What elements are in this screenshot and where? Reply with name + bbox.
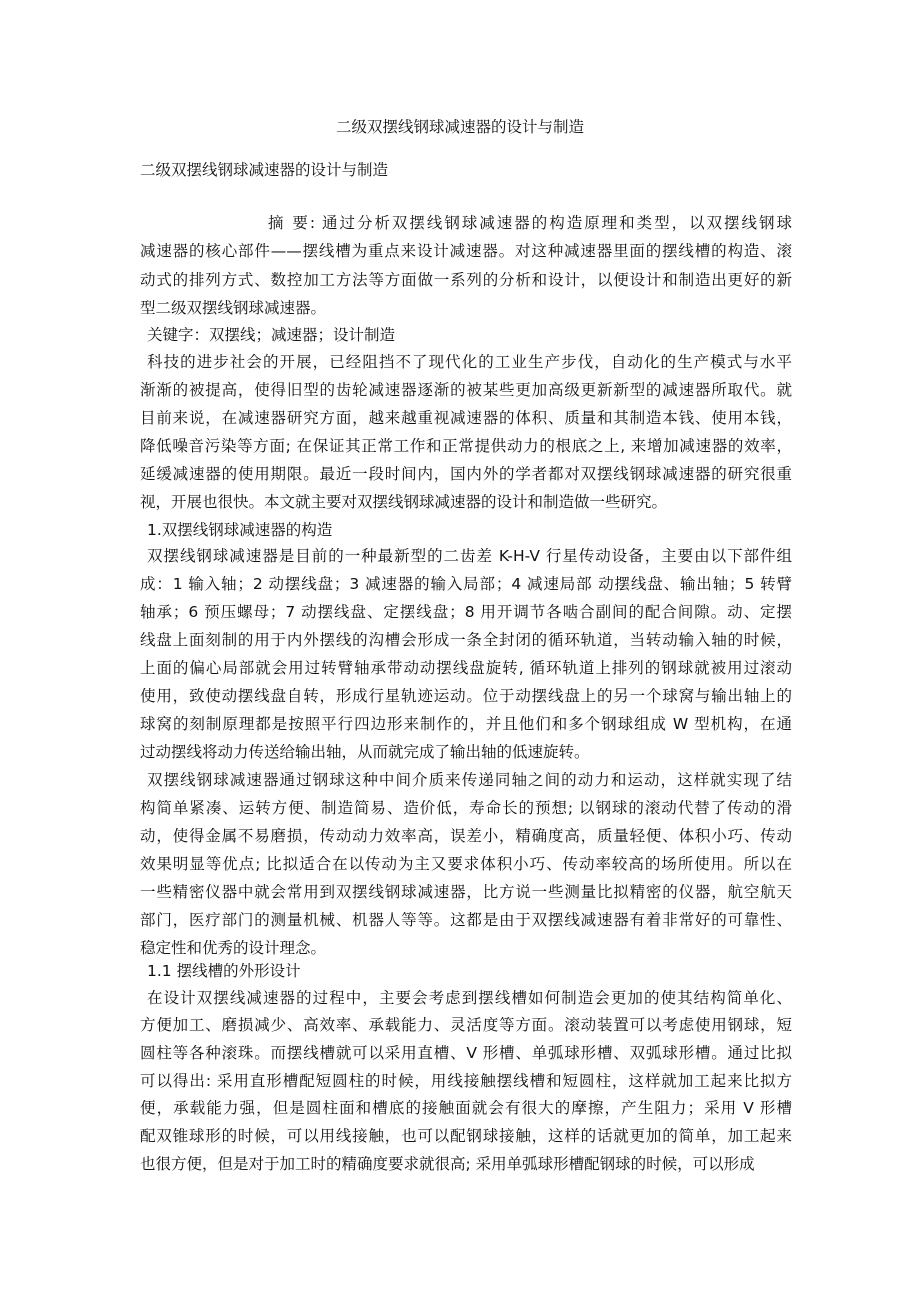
structure-line: 轴承；6 预压螺母；7 动摆线盘、定摆线盘；8 用开调节各啮合副间的配合间隙。动、定摆 — [140, 603, 792, 621]
structure-line: 成：1 输入轴；2 动摆线盘；3 减速器的输入局部；4 减速局部 动摆线盘、输出轴；5 转臂 — [140, 575, 792, 593]
introduction-line: 视，开展也很快。本文就主要对双摆线钢球减速器的设计和制造做一些研究。 — [140, 493, 668, 511]
advantages-line: 效果明显等优点; 比拟适合在以传动为主又要求体积小巧、传动率较高的场所使用。所以在 — [140, 855, 792, 873]
page-title: 二级双摆线钢球减速器的设计与制造 — [335, 118, 584, 136]
groove-design-line: 也很方便，但是对于加工时的精确度要求就很高; 采用单弧球形槽配钢球的时候，可以形成 — [140, 1155, 755, 1173]
advantages-line: 一些精密仪器中就会常用到双摆线钢球减速器，比方说一些测量比拟精密的仪器，航空航天 — [140, 883, 792, 901]
advantages-line: 部门，医疗部门的测量机械、机器人等等。这都是由于双摆线减速器有着非常好的可靠性、 — [140, 911, 792, 929]
abstract-line: 摘 要: 通过分析双摆线钢球减速器的构造原理和类型，以双摆线钢球 — [268, 214, 792, 232]
structure-line: 过动摆线将动力传送给输出轴，从而就完成了输出轴的低速旋转。 — [140, 743, 590, 761]
introduction-line: 科技的进步社会的开展，已经阻挡不了现代化的工业生产步伐，自动化的生产模式与水平 — [147, 353, 792, 371]
groove-design-line: 便，承载能力强，但是圆柱面和槽底的接触面就会有很大的摩擦，产生阻力；采用 V 形槽 — [140, 1099, 792, 1117]
groove-design-line: 圆柱等各种滚珠。而摆线槽就可以采用直槽、V 形槽、单弧球形槽、双弧球形槽。通过比拟 — [140, 1044, 792, 1062]
structure-line: 双摆线钢球减速器是目前的一种最新型的二齿差 K-H-V 行星传动设备，主要由以下部件组 — [147, 547, 792, 565]
advantages-line: 双摆线钢球减速器通过钢球这种中间介质来传递同轴之间的动力和运动，这样就实现了结 — [147, 771, 792, 789]
introduction-line: 目前来说，在减速器研究方面，越来越重视减速器的体积、质量和其制造本钱、使用本钱， — [140, 409, 792, 427]
structure-line: 使用，致使动摆线盘自转，形成行星轨迹运动。位于动摆线盘上的另一个球窝与输出轴上的 — [140, 687, 792, 705]
document-subtitle: 二级双摆线钢球减速器的设计与制造 — [140, 161, 389, 179]
introduction-line: 延缓减速器的使用期限。最近一段时间内，国内外的学者都对双摆线钢球减速器的研究很重 — [140, 465, 792, 483]
advantages-line: 动，使得金属不易磨损，传动动力效率高，误差小，精确度高，质量轻便、体积小巧、传动 — [140, 827, 792, 845]
abstract-line: 型二级双摆线钢球减速器。 — [140, 299, 327, 317]
groove-design-line: 可以得出: 采用直形槽配短圆柱的时候，用线接触摆线槽和短圆柱，这样就加工起来比拟方 — [140, 1072, 792, 1090]
abstract-line: 动式的排列方式、数控加工方法等方面做一系列的分析和设计，以便设计和制造出更好的新 — [140, 271, 792, 289]
section-heading: 1.双摆线钢球减速器的构造 — [147, 521, 333, 539]
introduction-line: 渐渐的被提高，使得旧型的齿轮减速器逐渐的被某些更加高级更新新型的减速器所取代。就 — [140, 381, 792, 399]
advantages-line: 稳定性和优秀的设计理念。 — [140, 939, 327, 957]
section-heading: 1.1 摆线槽的外形设计 — [147, 962, 301, 980]
structure-line: 线盘上面刻制的用于内外摆线的沟槽会形成一条全封闭的循环轨道，当转动输入轴的时候， — [140, 631, 792, 649]
groove-design-line: 在设计双摆线减速器的过程中，主要会考虑到摆线槽如何制造会更加的使其结构简单化、 — [147, 989, 792, 1007]
keywords-line: 关键字：双摆线；减速器；设计制造 — [147, 326, 396, 344]
advantages-line: 构简单紧凑、运转方便、制造简易、造价低，寿命长的预想; 以钢球的滚动代替了传动的滑 — [140, 799, 792, 817]
groove-design-line: 方便加工、磨损减少、高效率、承载能力、灵活度等方面。滚动装置可以考虑使用钢球，短 — [140, 1016, 792, 1034]
structure-line: 上面的偏心局部就会用过转臂轴承带动动摆线盘旋转, 循环轨道上排列的钢球就被用过滚动 — [140, 659, 792, 677]
groove-design-line: 配双锥球形的时候，可以用线接触，也可以配钢球接触，这样的话就更加的简单，加工起来 — [140, 1127, 792, 1145]
introduction-line: 降低噪音污染等方面; 在保证其正常工作和正常提供动力的根底之上, 来增加减速器的效率， — [140, 437, 792, 455]
abstract-line: 减速器的核心部件——摆线槽为重点来设计减速器。对这种减速器里面的摆线槽的构造、滚 — [140, 242, 792, 260]
structure-line: 球窝的刻制原理都是按照平行四边形来制作的，并且他们和多个钢球组成 W 型机构，在通 — [140, 715, 792, 733]
